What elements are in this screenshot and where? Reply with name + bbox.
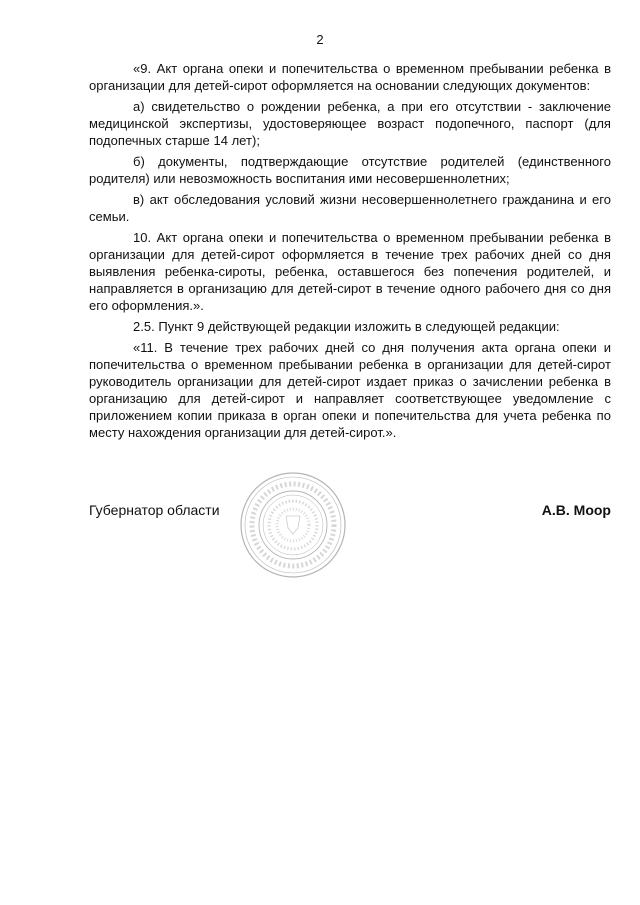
signer-name: А.В. Моор bbox=[541, 502, 611, 518]
official-seal-icon bbox=[238, 470, 348, 580]
paragraph-11: «11. В течение трех рабочих дней со дня получения акта органа опеки и попечительства о временном пребывании ребенка в организации для детей-сирот руководитель организации для детей-сирот издает приказ о зачислении ребенка в организацию для детей-сирот и направляет соответствующее уведомление с приложением копии приказа в орган опеки и попечительства для учета ребенка по месту нахождения организации для детей-сирот.». bbox=[89, 340, 611, 440]
document-body bbox=[89, 60, 611, 445]
paragraph-2-5: 2.5. Пункт 9 действующей редакции изложить в следующей редакции: bbox=[133, 319, 560, 334]
signer-title: Губернатор области bbox=[89, 502, 220, 518]
paragraph-9-item-a: а) свидетельство о рождении ребенка, а при его отсутствии - заключение медицинской экспертизы, удостоверяющее возраст подопечного, паспорт (для подопечных старше 14 лет); bbox=[89, 99, 611, 148]
paragraph-9-item-c: в) акт обследования условий жизни несовершеннолетнего гражданина и его семьи. bbox=[89, 192, 611, 224]
paragraph-9-intro: «9. Акт органа опеки и попечительства о временном пребывании ребенка в организации для детей-сирот оформляется на основании следующих документов: bbox=[89, 61, 611, 93]
page-number: 2 bbox=[316, 32, 324, 47]
paragraph-9-item-b: б) документы, подтверждающие отсутствие родителей (единственного родителя) или невозможность воспитания ими несовершеннолетних; bbox=[89, 154, 611, 186]
paragraph-10: 10. Акт органа опеки и попечительства о временном пребывании ребенка в организации для детей-сирот оформляется в течение трех рабочих дней со дня выявления ребенка-сироты, ребенка, оставшегося без попечения родителей, и направляется в организацию для детей-сирот в течение одного рабочего дня со дня его оформления.». bbox=[89, 230, 611, 313]
signature-block bbox=[89, 502, 611, 522]
